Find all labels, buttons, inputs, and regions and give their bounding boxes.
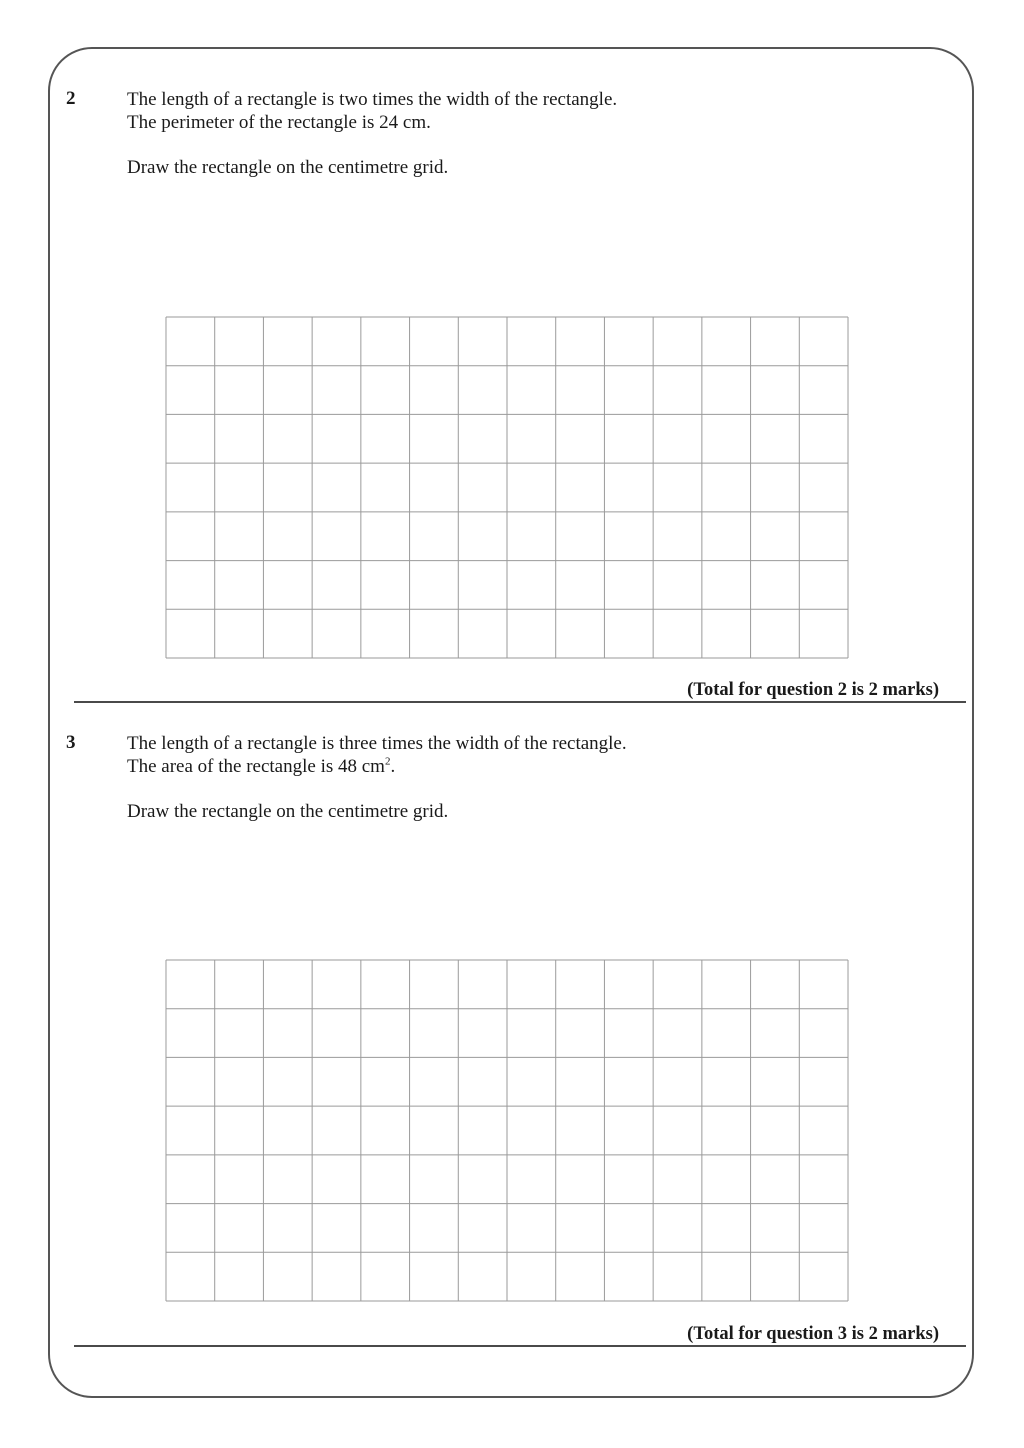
question-line-1: The length of a rectangle is three times the width of the rectangle. [127, 733, 627, 754]
question-line-2-text: The perimeter of the rectangle is 24 cm. [127, 112, 431, 133]
question-total: (Total for question 2 is 2 marks) [687, 680, 939, 700]
question-number: 3 [66, 732, 76, 753]
question-text [127, 88, 617, 179]
question-line-2-text: The area of the rectangle is 48 cm [127, 756, 385, 777]
question-total: (Total for question 3 is 2 marks) [687, 1324, 939, 1344]
question-line-1: The length of a rectangle is two times the width of the rectangle. [127, 89, 618, 110]
question-instruction: Draw the rectangle on the centimetre grid. [127, 157, 449, 178]
superscript: 2 [384, 755, 391, 768]
question-number: 2 [66, 88, 76, 109]
centimetre-grid[interactable] [164, 316, 850, 659]
question-text [127, 732, 627, 823]
divider-line [74, 701, 966, 703]
question-instruction: Draw the rectangle on the centimetre grid. [127, 801, 449, 822]
question-line-2-end: . [390, 756, 396, 777]
question-line-2 [127, 755, 627, 778]
divider-line [74, 1345, 966, 1347]
question-line-2 [127, 111, 617, 134]
centimetre-grid[interactable] [164, 959, 850, 1302]
